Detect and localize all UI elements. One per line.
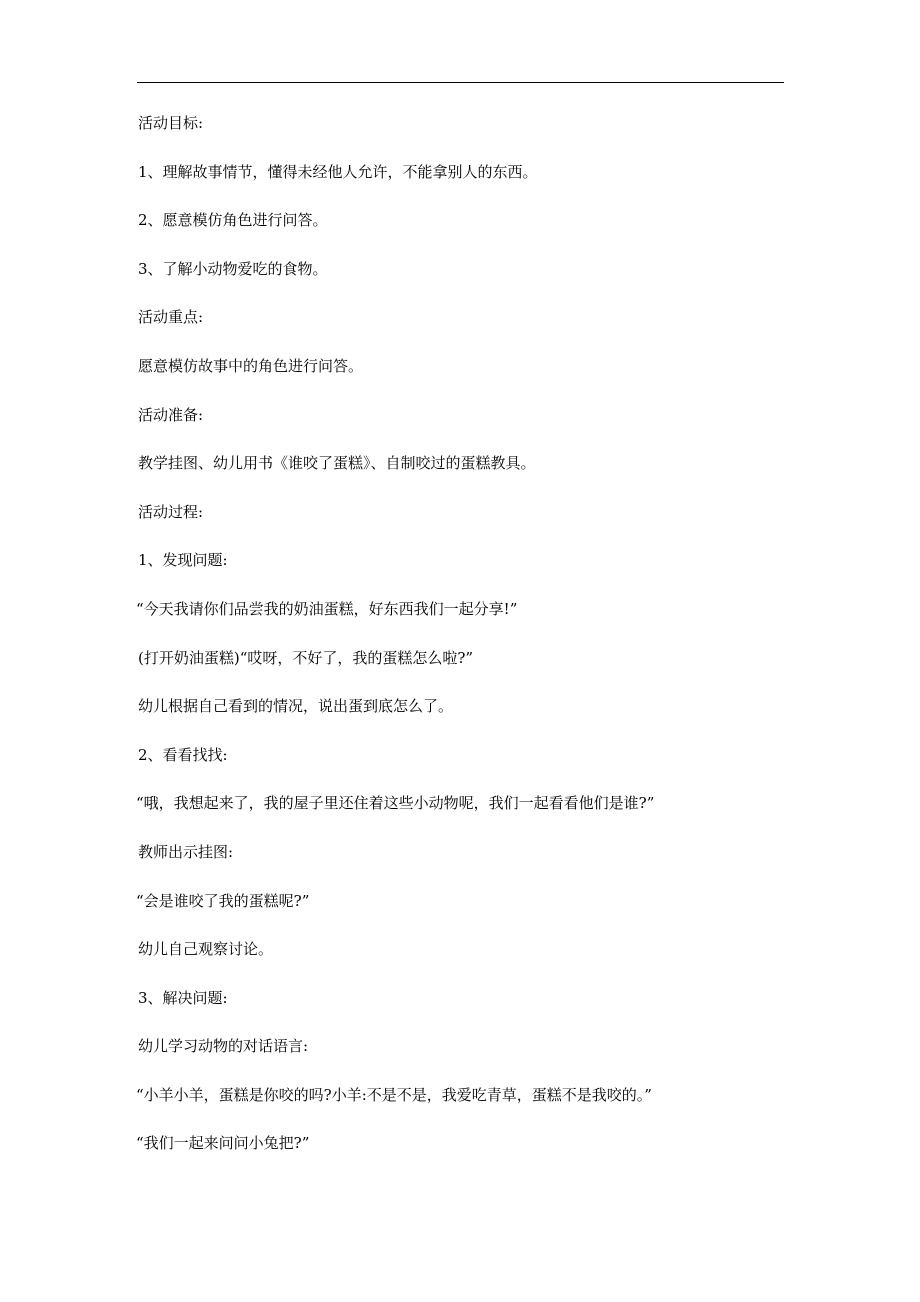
goal-item-1: 1、理解故事情节，懂得未经他人允许，不能拿别人的东西。 xyxy=(138,162,538,181)
process-step-2-note: 幼儿自己观察讨论。 xyxy=(138,940,274,959)
process-step-1-quote: “今天我请你们品尝我的奶油蛋糕，好东西我们一起分享!” xyxy=(136,599,518,618)
goal-item-3: 3、了解小动物爱吃的食物。 xyxy=(138,259,328,278)
process-step-2-quote: “哦，我想起来了，我的屋子里还住着这些小动物呢，我们一起看看他们是谁?” xyxy=(136,794,655,813)
preparation-text: 教学挂图、幼儿用书《谁咬了蛋糕》、自制咬过的蛋糕教具。 xyxy=(138,454,536,473)
document-body xyxy=(138,112,788,1181)
section-heading-focus: 活动重点: xyxy=(138,308,204,327)
section-heading-process: 活动过程: xyxy=(138,502,204,521)
goal-item-2: 2、愿意模仿角色进行问答。 xyxy=(138,211,328,230)
process-step-1-note: 幼儿根据自己看到的情况，说出蛋到底怎么了。 xyxy=(138,697,454,716)
section-heading-preparation: 活动准备: xyxy=(138,405,204,424)
process-step-1-action: (打开奶油蛋糕)“哎呀，不好了，我的蛋糕怎么啦?” xyxy=(138,648,474,667)
process-step-3-heading: 3、解决问题: xyxy=(138,988,228,1007)
process-step-2-teacher-action: 教师出示挂图: xyxy=(138,842,234,861)
process-step-2-question: “会是谁咬了我的蛋糕呢?” xyxy=(136,891,310,910)
process-step-2-heading: 2、看看找找: xyxy=(138,745,228,764)
process-step-3-intro: 幼儿学习动物的对话语言: xyxy=(138,1037,309,1056)
process-step-3-prompt: “我们一起来问问小兔把?” xyxy=(136,1134,310,1153)
focus-text: 愿意模仿故事中的角色进行问答。 xyxy=(138,356,364,375)
process-step-1-heading: 1、发现问题: xyxy=(138,551,228,570)
process-step-3-dialogue: “小羊小羊，蛋糕是你咬的吗?小羊:不是不是，我爱吃青草，蛋糕不是我咬的。” xyxy=(136,1085,652,1104)
header-rule xyxy=(137,82,784,83)
section-heading-goals: 活动目标: xyxy=(138,114,204,132)
